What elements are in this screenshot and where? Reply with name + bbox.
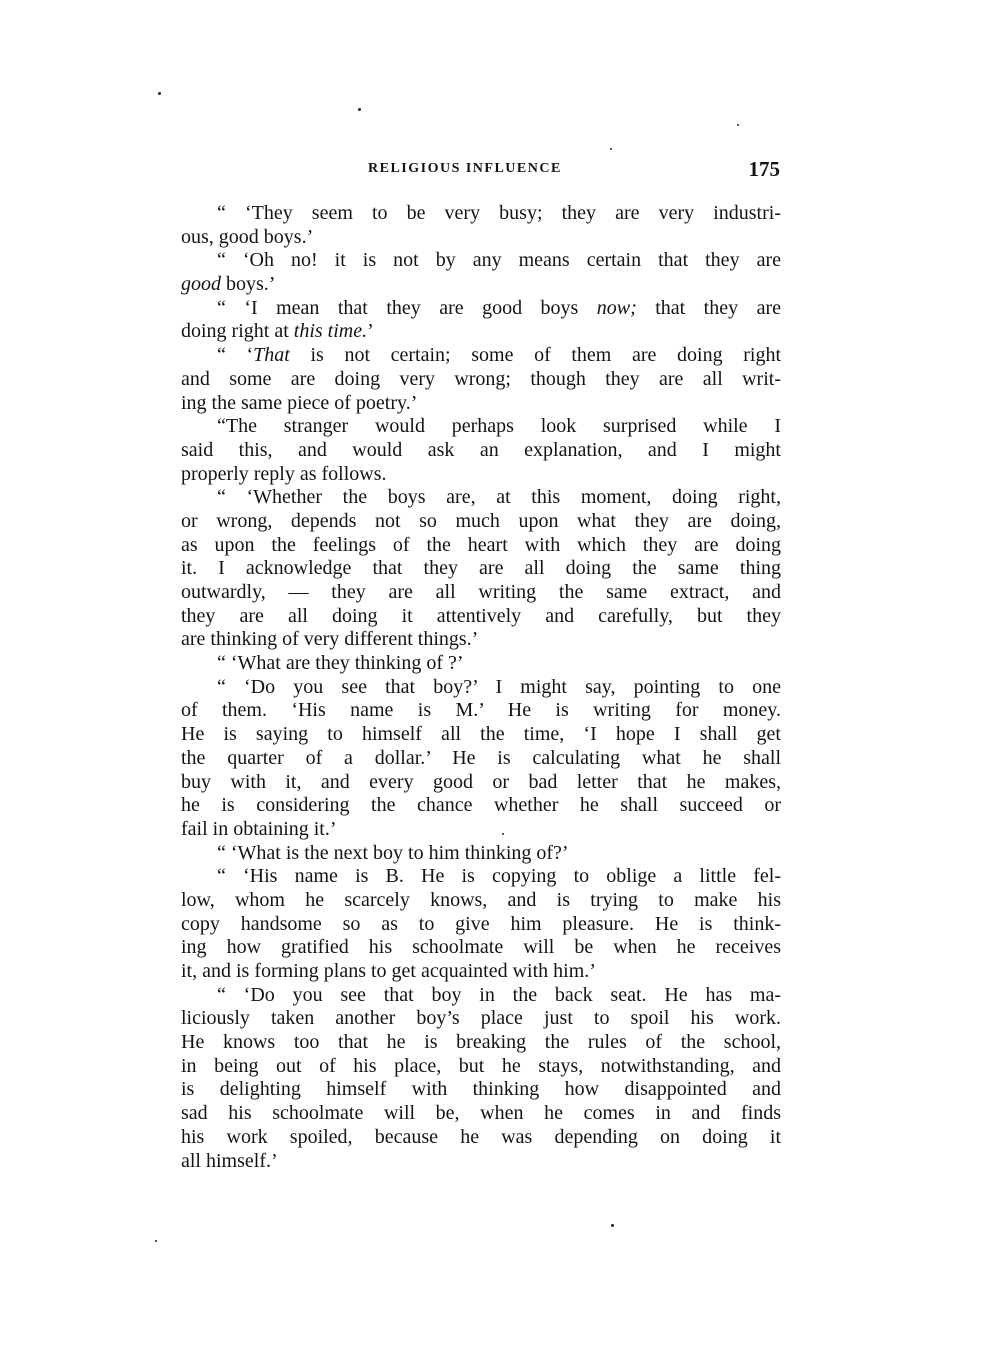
page-number: 175	[748, 157, 780, 181]
text-segment: it, and is forming plans to get acquainted with him.’	[181, 960, 596, 982]
text-line	[181, 249, 781, 273]
text-line	[181, 936, 781, 960]
text-segment: He knows too that he is breaking the rules of the school,	[181, 1031, 781, 1054]
italic-text: That	[253, 344, 290, 367]
text-segment: he is considering the chance whether he shall succeed or	[181, 794, 781, 817]
text-segment: copy handsome so as to give him pleasure. He is think-	[181, 912, 781, 935]
text-line	[181, 202, 781, 226]
text-segment: of them. ‘His name is M.’ He is writing for money.	[181, 699, 781, 722]
text-line	[181, 439, 781, 463]
text-segment: outwardly, — they are all writing the same extract, and	[181, 581, 781, 603]
text-segment: liciously taken another boy’s place just to spoil his work.	[181, 1007, 781, 1030]
text-line	[181, 818, 781, 842]
body-text	[181, 202, 781, 1173]
text-line	[181, 1126, 781, 1150]
text-line	[181, 1007, 781, 1031]
text-line	[181, 723, 781, 747]
text-line	[181, 510, 781, 534]
text-segment: buy with it, and every good or bad letter that he makes,	[181, 770, 781, 793]
text-segment: are thinking of very different things.’	[181, 628, 479, 651]
text-line	[181, 913, 781, 937]
running-head: RELIGIOUS INFLUENCE	[368, 161, 562, 176]
text-segment: ous, good boys.’	[181, 225, 314, 248]
text-segment: boys.’	[221, 273, 276, 296]
text-segment: “ ‘What is the next boy to him thinking of?’	[217, 841, 569, 864]
text-segment: “ ‘Do you see that boy in the back seat. He has ma-	[217, 983, 781, 1006]
text-line	[181, 794, 781, 818]
text-line	[181, 226, 781, 250]
text-segment: low, whom he scarcely knows, and is trying to make his	[181, 888, 781, 911]
text-line	[181, 652, 781, 676]
text-segment: as upon the feelings of the heart with which they are doing	[181, 533, 781, 556]
text-line	[181, 842, 781, 866]
text-segment: “The stranger would perhaps look surprised while I	[217, 415, 781, 438]
text-line	[181, 273, 781, 297]
text-segment: it. I acknowledge that they are all doing the same thing	[181, 557, 781, 580]
text-segment: He is saying to himself all the time, ‘I hope I shall get	[181, 723, 781, 746]
text-line	[181, 628, 781, 652]
text-segment: said this, and would ask an explanation, and I might	[181, 438, 781, 461]
text-line	[181, 1102, 781, 1126]
text-segment: and some are doing very wrong; though they are all writ-	[181, 367, 781, 390]
text-segment: sad his schoolmate will be, when he comes in and finds	[181, 1102, 781, 1125]
text-line	[181, 747, 781, 771]
text-segment: doing right at	[181, 320, 294, 343]
text-segment: his work spoiled, because he was depending on doing it	[181, 1125, 781, 1148]
text-line	[181, 984, 781, 1008]
text-segment: “ ‘They seem to be very busy; they are very industri-	[217, 202, 781, 224]
text-segment: ing how gratified his schoolmate will be when he receives	[181, 936, 781, 959]
text-segment: properly reply as follows.	[181, 462, 387, 485]
text-segment: “ ‘Do you see that boy?’ I might say, pointing to one	[217, 675, 781, 698]
text-line	[181, 320, 781, 344]
text-line	[181, 889, 781, 913]
text-segment: “ ‘What are they thinking of ?’	[217, 652, 464, 675]
speck	[155, 1240, 157, 1242]
italic-text: good	[181, 273, 221, 296]
text-segment: they are all doing it attentively and carefully, but they	[181, 604, 781, 627]
speck	[610, 148, 612, 150]
text-line	[181, 581, 781, 605]
speck	[358, 108, 361, 111]
text-line	[181, 368, 781, 392]
text-line	[181, 297, 781, 321]
page-header	[180, 157, 782, 187]
text-line	[181, 557, 781, 581]
text-segment: “ ‘Oh no! it is not by any means certain that they are	[217, 249, 781, 272]
text-segment: in being out of his place, but he stays, notwithstanding, and	[181, 1054, 781, 1077]
text-line	[181, 676, 781, 700]
italic-text: this time.	[293, 320, 368, 343]
text-segment: is not certain; some of them are doing right	[289, 344, 781, 367]
text-line	[181, 415, 781, 439]
speck	[158, 92, 161, 95]
text-segment: “ ‘	[217, 344, 254, 367]
text-line	[181, 771, 781, 795]
speck	[737, 124, 739, 126]
text-segment: ing the same piece of poetry.’	[181, 391, 418, 414]
text-line	[181, 865, 781, 889]
text-segment: is delighting himself with thinking how disappointed and	[181, 1078, 781, 1101]
text-line	[181, 1055, 781, 1079]
speck	[611, 1224, 614, 1227]
text-segment: “ ‘His name is B. He is copying to oblige a little fel-	[217, 865, 781, 888]
text-segment: that they are	[636, 296, 781, 319]
text-segment: “ ‘I mean that they are good boys	[217, 296, 597, 319]
text-line	[181, 699, 781, 723]
text-line	[181, 605, 781, 629]
text-line	[181, 960, 781, 984]
text-segment: “ ‘Whether the boys are, at this moment, doing right,	[217, 486, 781, 509]
text-line	[181, 1150, 781, 1174]
text-line	[181, 344, 781, 368]
text-line	[181, 463, 781, 487]
text-line	[181, 1078, 781, 1102]
text-line	[181, 486, 781, 510]
text-segment: fail in obtaining it.’	[181, 817, 337, 840]
text-segment: ’	[367, 320, 374, 343]
text-segment: or wrong, depends not so much upon what they are doing,	[181, 509, 781, 532]
text-line	[181, 1031, 781, 1055]
text-segment: all himself.’	[181, 1149, 278, 1172]
text-segment: the quarter of a dollar.’ He is calculating what he shall	[181, 746, 781, 769]
text-line	[181, 392, 781, 416]
italic-text: now;	[596, 296, 637, 319]
text-line	[181, 534, 781, 558]
